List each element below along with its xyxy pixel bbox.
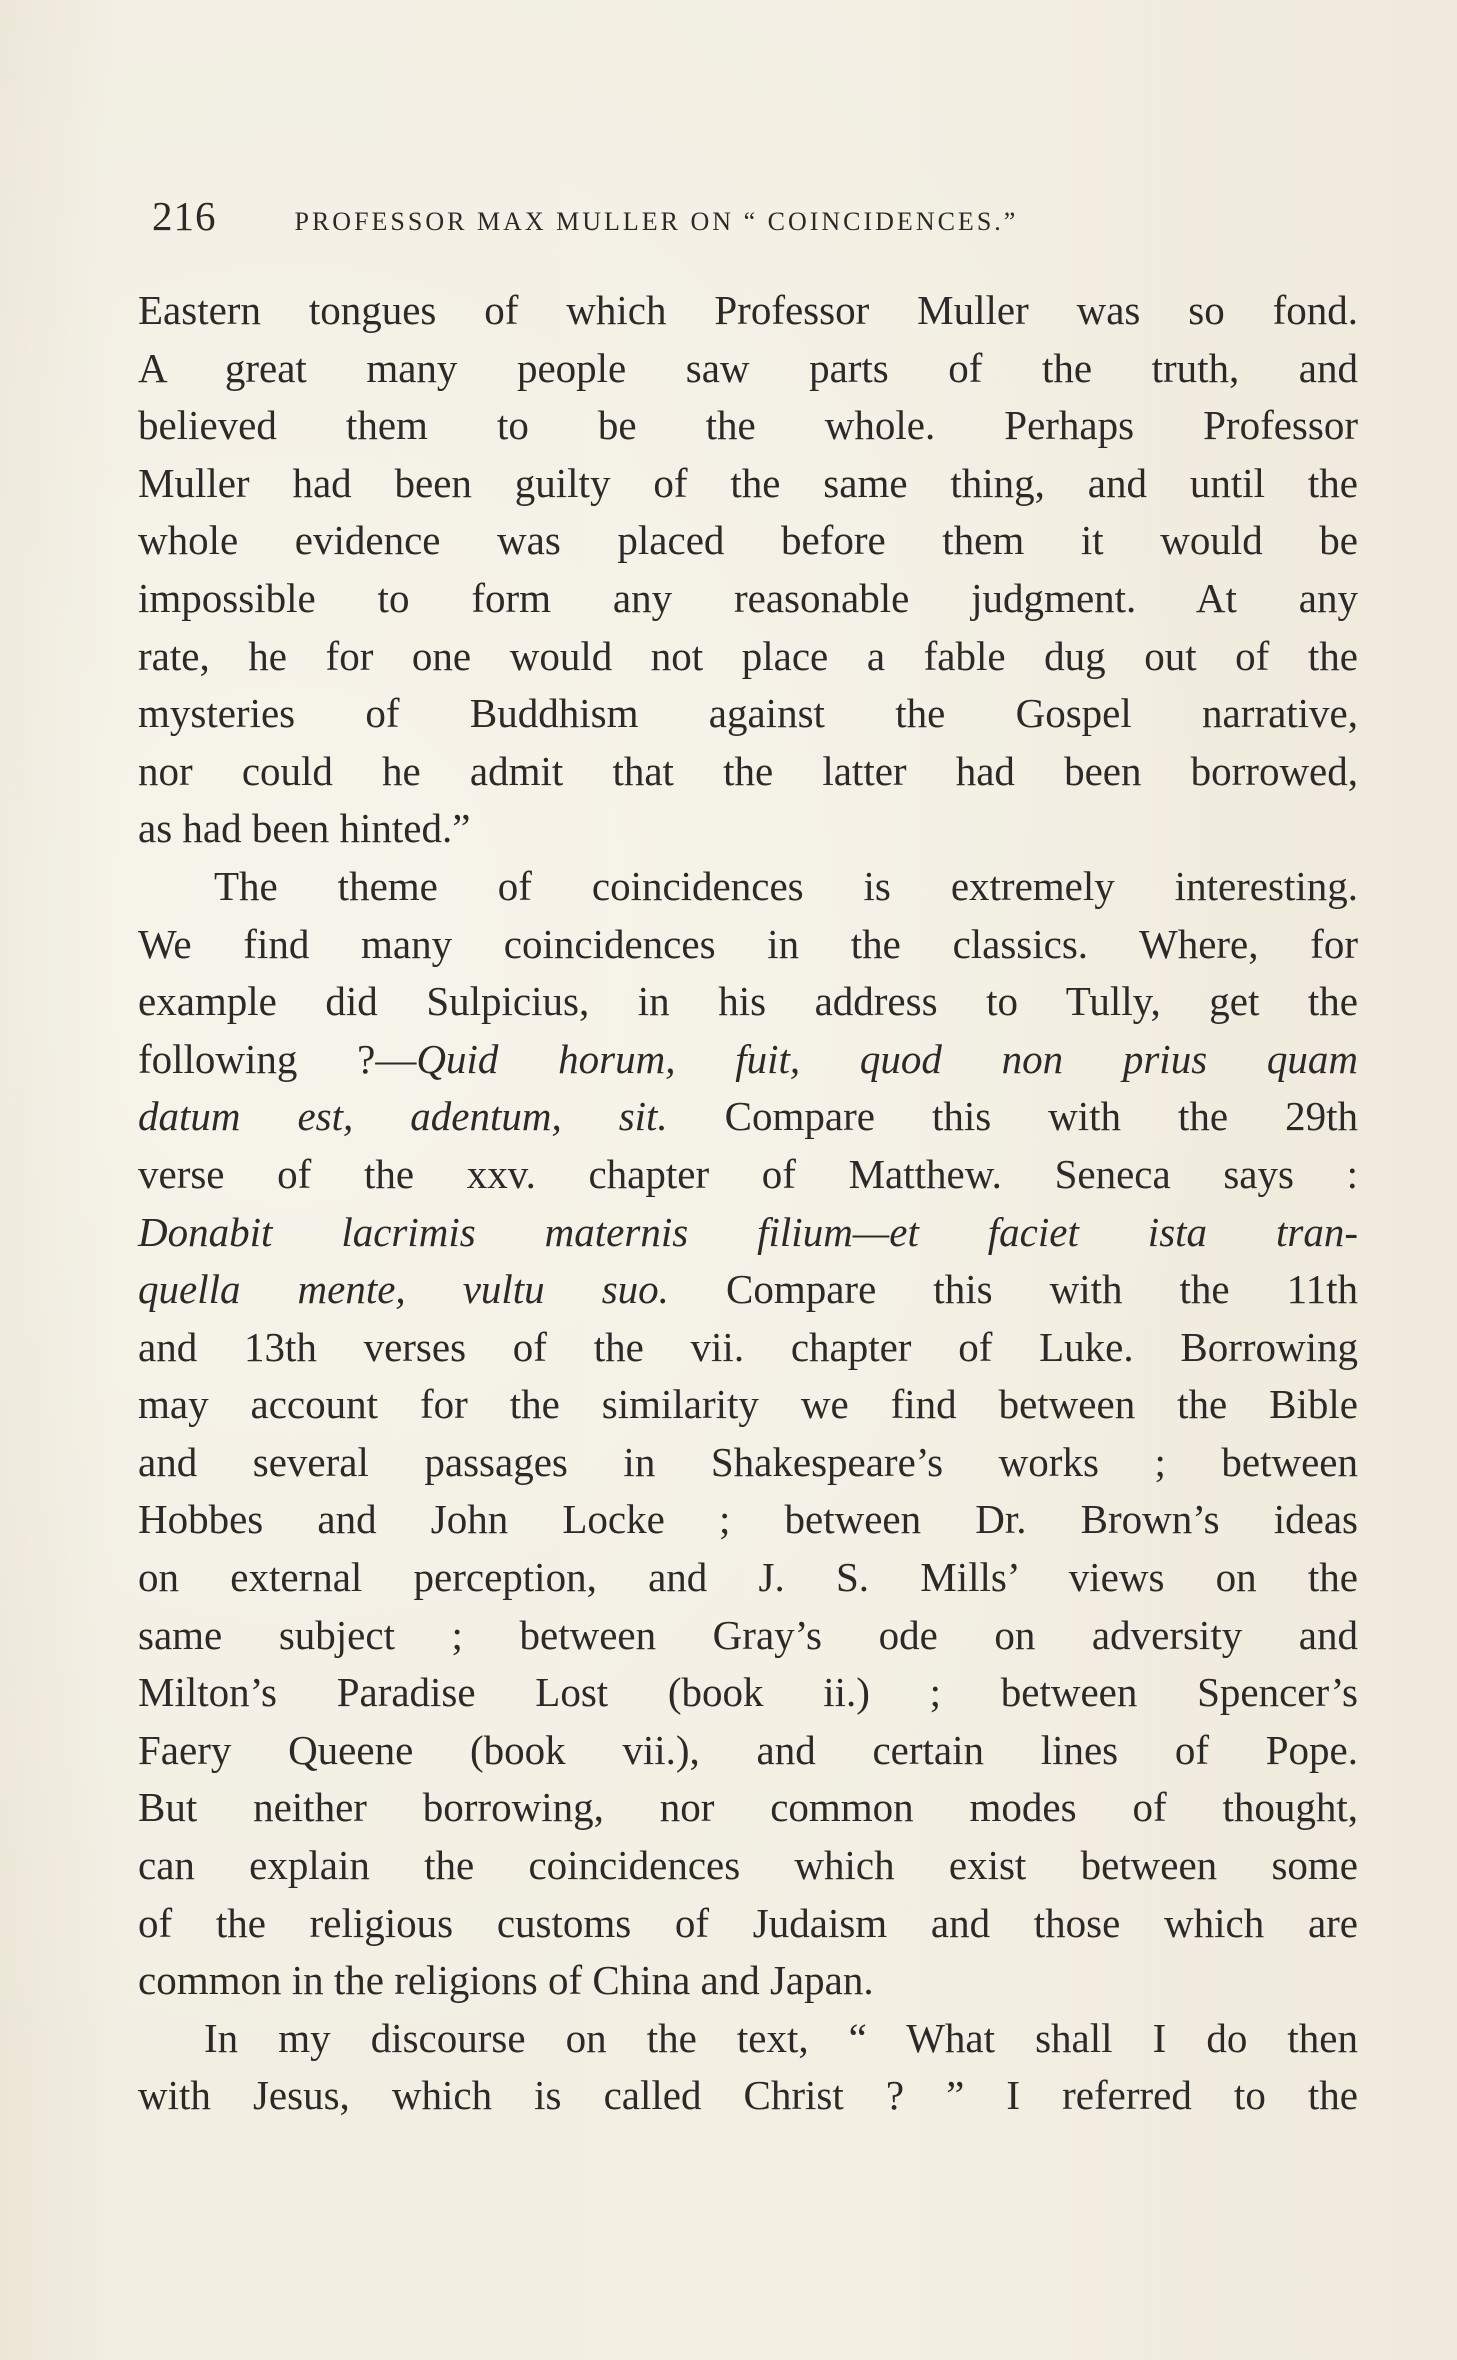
text-line: as had been hinted.” [138, 805, 471, 852]
text-line: We find many coincidences in the classics. Where, for [138, 920, 1358, 967]
text-line: The theme of coincidences is extremely interesting. [214, 862, 1358, 909]
text-line: believed them to be the whole. Perhaps Professor [138, 402, 1358, 449]
text-line: A great many people saw parts of the truth, and [138, 344, 1358, 391]
text-line: can explain the coincidences which exist between some [138, 1842, 1358, 1889]
latin-quotation: datum est, adentum, sit. [138, 1093, 668, 1140]
latin-quotation: Quid horum, fuit, quod non prius quam [416, 1035, 1358, 1082]
text-line: same subject ; between Gray’s ode on adversity and [138, 1611, 1358, 1658]
text-line: and several passages in Shakespeare’s works ; between [138, 1438, 1358, 1485]
text-line: with Jesus, which is called Christ ? ” I referred to the [138, 2072, 1358, 2119]
text-line [138, 1261, 1358, 1319]
text-line: mysteries of Buddhism against the Gospel narrative, [138, 690, 1358, 737]
text-line: whole evidence was placed before them it would be [138, 517, 1358, 564]
latin-quotation: quella mente, vultu suo. [138, 1266, 669, 1313]
running-head: PROFESSOR MAX MULLER ON “ COINCIDENCES.” [294, 207, 1019, 236]
text-line: But neither borrowing, nor common modes of thought, [138, 1784, 1358, 1831]
text-line [138, 1031, 1358, 1089]
text-line: example did Sulpicius, in his address to Tully, get the [138, 978, 1358, 1025]
text-line: of the religious customs of Judaism and those which are [138, 1899, 1358, 1946]
text-line: common in the religions of China and Japan. [138, 1957, 874, 2004]
text-line [138, 1204, 1358, 1262]
body-text [138, 282, 1358, 2125]
text-line: nor could he admit that the latter had been borrowed, [138, 747, 1358, 794]
page-header [152, 192, 1212, 246]
text-line: and 13th verses of the vii. chapter of Luke. Borrowing [138, 1323, 1358, 1370]
text-line: impossible to form any reasonable judgment. At any [138, 574, 1358, 621]
text-line: Eastern tongues of which Professor Muller was so fond. [138, 287, 1358, 333]
text-line: In my discourse on the text, “ What shall I do then [204, 2014, 1358, 2061]
text-line: Muller had been guilty of the same thing, and until the [138, 459, 1358, 506]
text-line: Milton’s Paradise Lost (book ii.) ; between Spencer’s [138, 1669, 1358, 1716]
page-number: 216 [152, 193, 217, 239]
roman-text: following ?— [138, 1035, 417, 1082]
text-line: rate, he for one would not place a fable dug out of the [138, 632, 1358, 679]
roman-text: Compare this with the 11th [668, 1266, 1359, 1313]
text-line: verse of the xxv. chapter of Matthew. Seneca says : [138, 1150, 1358, 1197]
text-line: Faery Queene (book vii.), and certain lines of Pope. [138, 1726, 1358, 1773]
text-line [138, 1088, 1358, 1146]
roman-text: Compare this with the 29th [667, 1093, 1358, 1140]
text-line: may account for the similarity we find between the Bible [138, 1381, 1358, 1428]
text-line: on external perception, and J. S. Mills’ views on the [138, 1554, 1358, 1601]
latin-quotation: Donabit lacrimis maternis filium—et faciet ista tran- [138, 1208, 1358, 1255]
text-line: Hobbes and John Locke ; between Dr. Brown’s ideas [138, 1496, 1358, 1543]
